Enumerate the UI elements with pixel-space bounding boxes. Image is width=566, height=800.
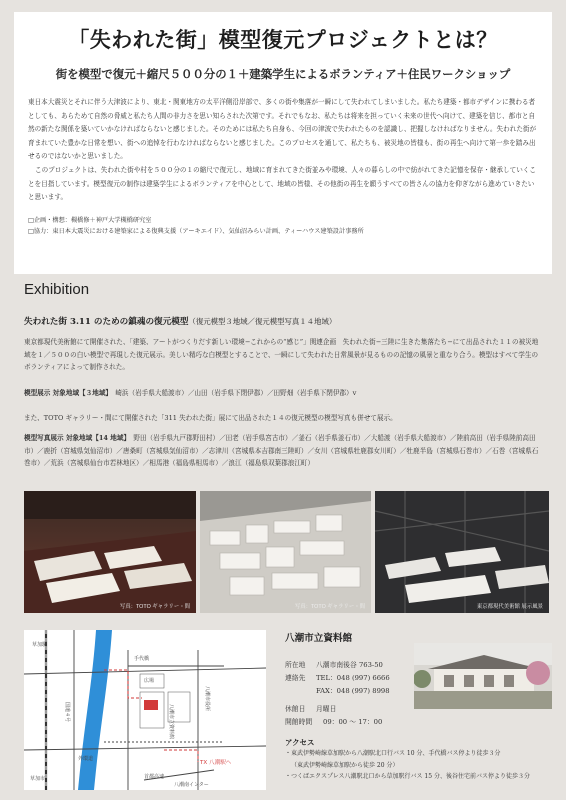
models-areas: 崎浜（岩手県大船渡市）／山田（岩手県下閉伊郡）／田野畑（岩手県下閉伊郡）v [115,388,357,397]
map-label-soka: 草加市 [30,776,46,782]
models-list [24,387,544,400]
map-label-highway: 首都高速 [144,774,165,780]
fax-row [285,685,555,698]
page-title: 「失われた街」模型復元プロジェクトとは？ [68,27,498,52]
closed-row [285,703,555,716]
venue-name: 八潮市立資料館 [285,633,353,644]
address-value: 八潮市南後谷 763-50 [316,661,383,669]
fax-value: FAX：048 (997) 8998 [316,687,390,695]
map-label-tenjin: 手代橋 [134,656,150,662]
hours-row [285,716,555,729]
models-label: 模型展示 対象地域【３地域】 [24,388,109,397]
photos-list [24,432,544,470]
access-item-1: ・東武伊勢崎線草加駅から八潮駅北口行バス 10 分、手代橋バス停より徒歩３分 [285,750,501,757]
photo-caption-3: 東京都現代美術館 展示風景 [476,604,543,610]
exhibition-title-sub: （復元模型３地域／復元模型写真１４地域） [188,317,337,326]
access-item-3: ・つくばエクスプレス八潮駅北口から草加駅行バス 15 分、後谷住宅前バス停より徒歩３分 [285,773,530,780]
map-label-route4: 国道４号 [64,702,70,723]
access-item-2: （東武伊勢崎線草加駅から徒歩 20 分） [291,761,399,769]
hours-label: 開館時間 [285,718,313,726]
exhibition-description-2: また、TOTO ギャラリー・間にて開催された「311 失われた街」展にて出品された１４の復元模型の模型写真も併せて展示。 [24,414,397,423]
contact-label: 連絡先 [285,674,306,682]
exhibition-title-main: 失われた街 3.11 のための鎮魂の復元模型 [24,317,189,327]
intro-paragraph-2: このプロジェクトは、失われた街や村を５００分の１の縮尺で復元し、地域に育まれてきた街並みや環境、人々の暮らしの中で紡がれてきた記憶を保存・継承していくことを目指しています。模型復元の制作は建築学生によるボランティアを中心として、地域の皆様、その他街の再生を願うすべての皆さんの協力を仰ぎながら進めていきたいと思います。 [28,165,536,202]
map-label-ic: 八潮南インター [174,782,209,788]
map-label-gaikan: 外環道 [78,756,94,762]
intro-body [28,96,538,237]
venue-info [285,630,555,783]
credits [28,215,538,237]
credit-cooperation: □協力：東日本大震災における建築家による復興支援（アーキエイド）、気仙沼みらい計画、ティーハウス建築設計事務所 [28,227,364,235]
photo-caption-1: 写真：TOTO ギャラリー・間 [119,604,190,610]
map-label-station: 草加駅 [32,642,48,648]
access-list [285,748,555,783]
tel-row [285,672,555,685]
photo-strip [24,491,549,613]
exhibition-photo-3 [375,491,549,613]
credit-planning: □企画・構想：槻橋修＋神戸大学槻橋研究室 [28,216,152,224]
access-heading: アクセス [285,738,315,747]
exhibition-description: 東京都現代美術館にて開催された、「建築、アートがつくりだす新しい環境−これからの“感じ”」関連企画 失われた街−三陸に生きた集落たち−にて出品された１１の被災地域を１／５００の白い模型で再現した復元展示。美しい精巧な白模型とすることで、一瞬にして失われた日常風景が見るものの記憶の風景と重なり合う。模型はすべて学生のボランティアによって制作された。 [24,338,539,372]
map-label-hiroba: 広場 [144,678,155,684]
address-row [285,659,555,672]
address-label: 所在地 [285,661,306,669]
hours-value: 09：00 〜 17：00 [323,718,383,726]
map-label-tx: TX 八潮駅へ [200,760,232,766]
photos-label: 模型写真展示 対象地域【14 地域】 [24,433,127,442]
venue-details [285,659,555,729]
closed-value: 月曜日 [316,705,337,713]
access-map [24,630,266,790]
photos-areas: 野田（岩手県九戸郡野田村）／田老（岩手県宮古市）／釜石（岩手県釜石市）／大船渡（岩手県大船渡市）／陸前高田（岩手県陸前高田市）／鹿折（宮城県気仙沼市）／唐桑町（宮城県気仙沼市）／志津川（宮城県本吉郡南三陸町）／女川（宮城県牡鹿郡女川町）／牡鹿半島（宮城県石巻市）／石巻（宮城県石巻市）／荒浜（宮城県仙台市若林地区）／相馬港（福島県相馬市）／浪江（福島県双葉郡浪江町） [24,433,539,468]
map-label-shako: 八潮市役所 [204,686,210,712]
exhibition-photo-2 [200,491,371,613]
intro-panel [14,12,552,274]
closed-label: 休館日 [285,705,306,713]
exhibition-heading: Exhibition [24,281,90,298]
photo-caption-2: 写真：TOTO ギャラリー・間 [294,604,365,610]
exhibition-section [24,315,544,470]
map-label-museum: 八潮市立資料館 [168,704,174,740]
museum-marker [144,700,158,710]
exhibition-photo-1 [24,491,196,613]
page-subtitle: 街を模型で復元＋縮尺５００分の１＋建築学生によるボランティア＋住民ワークショップ [55,67,511,81]
exhibition-title [24,315,544,327]
intro-paragraph-1: 東日本大震災とそれに伴う大津波により、東北・関東地方の太平洋側沿岸部で、多くの街や集落が一瞬にして失われてしまいました。私たち建築・都市デザインに携わる者としても、あらためて自然の脅威と私たち人間の非力さを思い知らされた次第です。それでもなお、私たちは将来を担っていく未来の世代へ向けて、建築を信じ、都市と自然の新たな関係を築いていかなければならないと感じました。そのためには私たち自身も、今回の津波で失われたものを認識し、把握しなければなりません。失われた街が育まれていた豊かな日常を想い、街への追悼を行わなければならないと感じました。このプロセスを通して、私たちも、被災地の皆様も、街の再生へ向けて第一歩を踏み出せるのではないかと思いました。 [28,98,537,161]
tel-value: TEL：048 (997) 6666 [316,674,390,682]
